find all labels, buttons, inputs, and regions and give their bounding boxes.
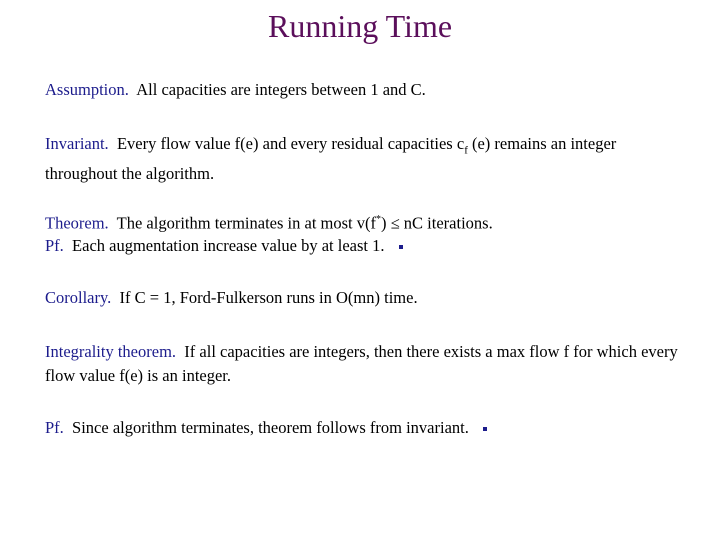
theorem-superscript: * xyxy=(376,214,381,225)
theorem-label: Theorem. xyxy=(45,213,109,233)
proof1-label: Pf. xyxy=(45,236,64,255)
invariant-text-before: Every flow value f(e) and every residual capacities c xyxy=(116,134,465,153)
qed-square-icon xyxy=(483,427,487,431)
proof2-paragraph xyxy=(45,416,685,440)
proof2-label: Pf. xyxy=(45,418,64,437)
theorem-paragraph xyxy=(45,208,685,236)
slide-title: Running Time xyxy=(267,8,453,44)
assumption-paragraph xyxy=(45,78,685,102)
integrality-text: If all capacities are integers, then there exists a max flow f for which every flow value f(e) is an integer. xyxy=(45,342,678,385)
corollary-paragraph xyxy=(45,286,685,310)
theorem-text-before: The algorithm terminates in at most v(f xyxy=(116,213,376,233)
invariant-text-after: (e) remains an integer throughout the algorithm. xyxy=(45,134,617,184)
proof2-text: Since algorithm terminates, theorem follows from invariant. xyxy=(72,418,469,437)
theorem-text-after: ) ≤ nC iterations. xyxy=(381,213,493,233)
assumption-text: All capacities are integers between 1 and C. xyxy=(136,80,426,99)
proof1-paragraph xyxy=(45,234,685,258)
corollary-label: Corollary. xyxy=(45,288,112,307)
qed-square-icon xyxy=(399,245,403,249)
integrality-paragraph xyxy=(45,340,685,388)
assumption-label: Assumption. xyxy=(45,80,129,99)
corollary-text: If C = 1, Ford-Fulkerson runs in O(mn) time. xyxy=(119,288,418,307)
invariant-paragraph xyxy=(45,132,685,186)
proof1-text: Each augmentation increase value by at least 1. xyxy=(72,236,385,255)
invariant-subscript: f xyxy=(464,144,468,157)
integrality-label: Integrality theorem. xyxy=(45,342,177,361)
invariant-label: Invariant. xyxy=(45,134,109,153)
